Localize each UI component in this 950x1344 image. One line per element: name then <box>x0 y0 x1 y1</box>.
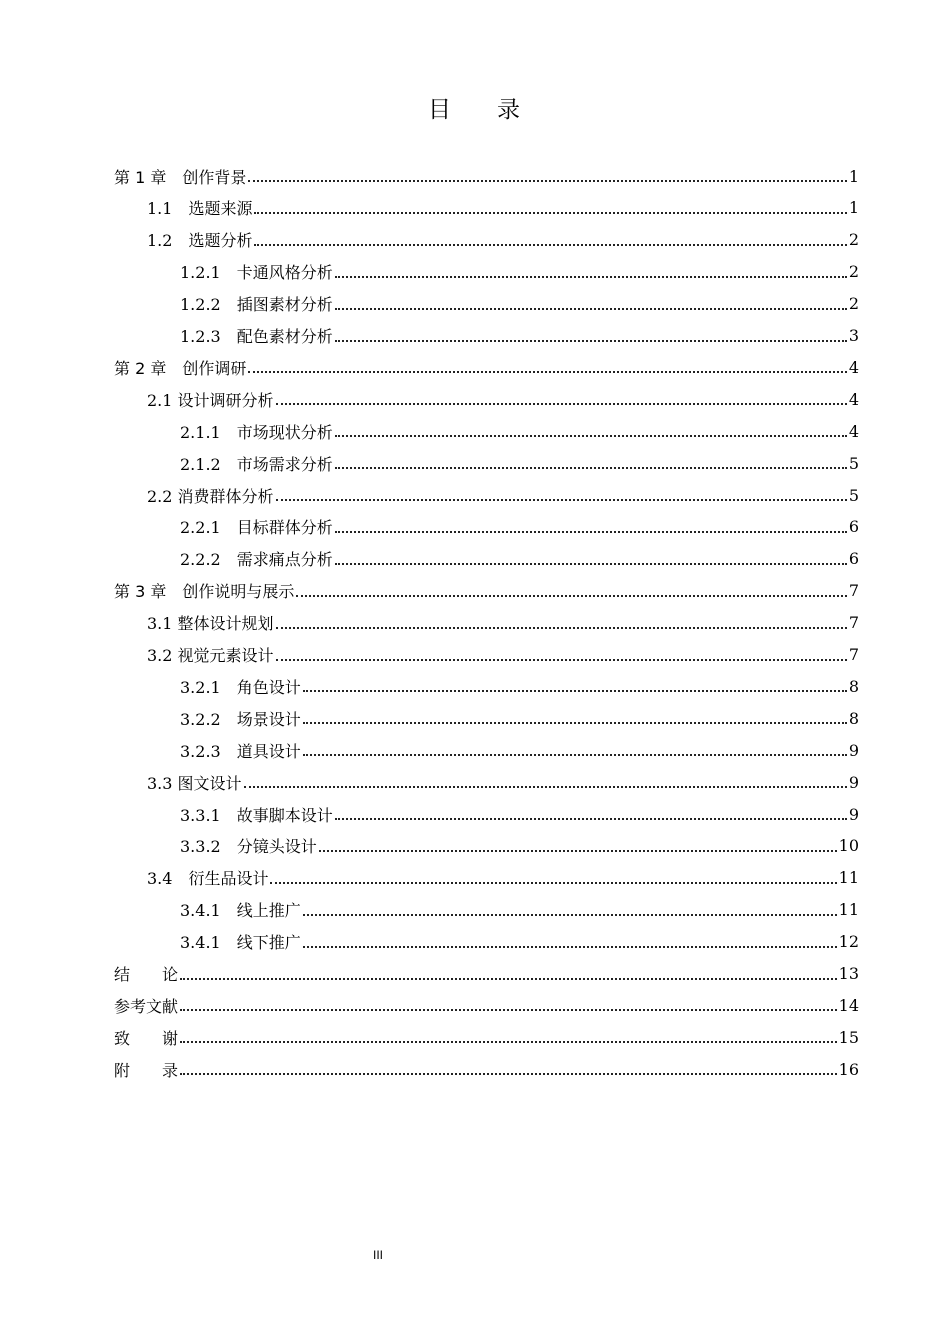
toc-dot-leader <box>180 1073 837 1075</box>
toc-entry[interactable] <box>114 1053 859 1085</box>
toc-entry-page: 5 <box>848 453 859 473</box>
toc-entry[interactable] <box>180 894 859 926</box>
toc-entry-page: 5 <box>848 485 859 505</box>
toc-dot-leader <box>276 627 847 629</box>
toc-dot-leader <box>296 595 846 597</box>
toc-entry-page: 6 <box>848 517 859 537</box>
toc-entry-page: 4 <box>848 389 859 409</box>
toc-entry-page: 12 <box>838 932 859 952</box>
toc-entry-label: 3.4 衍生品设计 <box>147 869 269 889</box>
toc-entry-label: 1.2.1 卡通风格分析 <box>180 263 333 283</box>
page-footer-number: III <box>372 1248 383 1262</box>
toc-entry-label: 3.3.2 分镜头设计 <box>180 837 317 857</box>
toc-entry[interactable] <box>180 256 859 288</box>
toc-entry-page: 9 <box>848 804 859 824</box>
toc-entry-label: 2.1 设计调研分析 <box>147 390 274 410</box>
toc-entry-page: 11 <box>838 900 859 920</box>
toc-dot-leader <box>276 659 847 661</box>
toc-entry[interactable] <box>114 1021 859 1053</box>
toc-entry-page: 16 <box>838 1059 859 1079</box>
toc-dot-leader <box>303 722 847 724</box>
toc-dot-leader <box>335 563 847 565</box>
toc-dot-leader <box>303 914 837 916</box>
toc-entry-page: 15 <box>838 1027 859 1047</box>
toc-dot-leader <box>335 435 847 437</box>
toc-entry-page: 7 <box>848 613 859 633</box>
toc-entry-page: 2 <box>848 294 859 314</box>
toc-dot-leader <box>319 850 837 852</box>
toc-entry-page: 2 <box>848 262 859 282</box>
toc-entry-page: 11 <box>838 868 859 888</box>
page-title-left: 目 <box>428 97 453 123</box>
toc-entry[interactable] <box>147 639 859 671</box>
toc-entry-label: 参考文献 <box>114 996 179 1016</box>
toc-dot-leader <box>180 1041 837 1043</box>
toc-entry-label: 2.2 消费群体分析 <box>147 486 274 506</box>
toc-entry-page: 7 <box>848 581 859 601</box>
toc-entry[interactable] <box>180 702 859 734</box>
toc-dot-leader <box>303 754 847 756</box>
toc-entry-label: 致 谢 <box>114 1028 179 1048</box>
toc-entry[interactable] <box>180 511 859 543</box>
toc-entry[interactable] <box>114 958 859 990</box>
toc-entry[interactable] <box>114 575 859 607</box>
toc-entry[interactable] <box>180 320 859 352</box>
toc-entry-label: 第 2 章 创作调研 <box>114 358 247 378</box>
toc-dot-leader <box>303 946 837 948</box>
toc-entry-page: 9 <box>848 740 859 760</box>
toc-entry[interactable] <box>180 830 859 862</box>
toc-entry-label: 1.2.3 配色素材分析 <box>180 327 333 346</box>
toc-entry-page: 8 <box>848 676 859 696</box>
toc-entry-page: 6 <box>848 549 859 569</box>
toc-entry-page: 3 <box>848 326 859 345</box>
toc-entry-label: 2.1.1 市场现状分析 <box>180 422 333 442</box>
toc-dot-leader <box>335 818 847 820</box>
toc-entry[interactable] <box>180 288 859 320</box>
toc-entry-page: 1 <box>848 198 859 218</box>
toc-dot-leader <box>335 276 847 278</box>
toc-dot-leader <box>248 180 846 182</box>
toc-entry-label: 1.1 选题来源 <box>147 199 253 219</box>
toc-entry-label: 3.3.1 故事脚本设计 <box>180 805 333 825</box>
toc-dot-leader <box>303 690 847 692</box>
toc-dot-leader <box>335 340 847 342</box>
toc-dot-leader <box>335 467 847 469</box>
toc-entry-page: 2 <box>848 230 859 250</box>
toc-entry-label: 3.1 整体设计规划 <box>147 614 274 634</box>
toc-dot-leader <box>276 499 847 501</box>
toc-entry[interactable] <box>147 862 859 894</box>
toc-entry-label: 结 论 <box>114 965 179 984</box>
toc-entry[interactable] <box>114 160 859 192</box>
toc-entry-page: 4 <box>848 357 859 377</box>
toc-dot-leader <box>276 403 847 405</box>
toc-entry[interactable] <box>114 989 859 1021</box>
toc-entry-label: 第 3 章 创作说明与展示 <box>114 582 295 602</box>
toc-entry[interactable] <box>147 479 859 511</box>
page-title <box>0 94 950 126</box>
toc-dot-leader <box>244 786 847 788</box>
toc-entry-label: 3.2.3 道具设计 <box>180 741 301 761</box>
toc-entry-label: 1.2 选题分析 <box>147 231 253 251</box>
toc-entry-page: 14 <box>838 995 859 1015</box>
toc-dot-leader <box>254 244 846 246</box>
toc-entry-label: 2.2.2 需求痛点分析 <box>180 550 333 570</box>
toc-dot-leader <box>335 531 847 533</box>
toc-entry[interactable] <box>180 798 859 830</box>
toc-entry[interactable] <box>147 192 859 224</box>
toc-entry-label: 1.2.2 插图素材分析 <box>180 295 333 315</box>
toc-entry-page: 4 <box>848 421 859 441</box>
toc-entry-label: 3.2.1 角色设计 <box>180 677 301 697</box>
toc-entry[interactable] <box>147 383 859 415</box>
toc-dot-leader <box>180 978 837 980</box>
toc-dot-leader <box>180 1009 837 1011</box>
toc-entry-page: 8 <box>848 708 859 728</box>
toc-entry[interactable] <box>147 224 859 256</box>
toc-entry-label: 第 1 章 创作背景 <box>114 167 247 187</box>
toc-entry-label: 2.1.2 市场需求分析 <box>180 454 333 474</box>
toc-entry-label: 3.2.2 场景设计 <box>180 709 301 729</box>
toc-entry-label: 3.4.1 线上推广 <box>180 901 301 921</box>
toc-entry[interactable] <box>147 607 859 639</box>
toc-entry[interactable] <box>180 734 859 766</box>
toc-dot-leader <box>335 308 847 310</box>
toc-dot-leader <box>254 212 846 214</box>
toc-entry[interactable] <box>147 766 859 798</box>
toc-entry-label: 3.4.1 线下推广 <box>180 933 301 953</box>
toc-entry-label: 附 录 <box>114 1060 179 1080</box>
toc-entry[interactable] <box>114 351 859 383</box>
toc-entry[interactable] <box>180 926 859 958</box>
toc-entry-page: 10 <box>838 836 859 856</box>
toc-entry-label: 3.2 视觉元素设计 <box>147 646 274 665</box>
toc-entry[interactable] <box>180 415 859 447</box>
toc-entry[interactable] <box>180 447 859 479</box>
toc-entry-label: 3.3 图文设计 <box>147 773 242 793</box>
toc-entry-label: 2.2.1 目标群体分析 <box>180 518 333 538</box>
page-title-right: 录 <box>497 97 522 123</box>
toc-dot-leader <box>248 371 846 373</box>
toc-entry-page: 13 <box>838 964 859 983</box>
toc-entry-page: 9 <box>848 772 859 792</box>
toc-dot-leader <box>270 882 836 884</box>
toc-entry[interactable] <box>180 670 859 702</box>
toc-entry-page: 1 <box>848 166 859 186</box>
toc-entry-page: 7 <box>848 645 859 664</box>
toc-entry[interactable] <box>180 543 859 575</box>
